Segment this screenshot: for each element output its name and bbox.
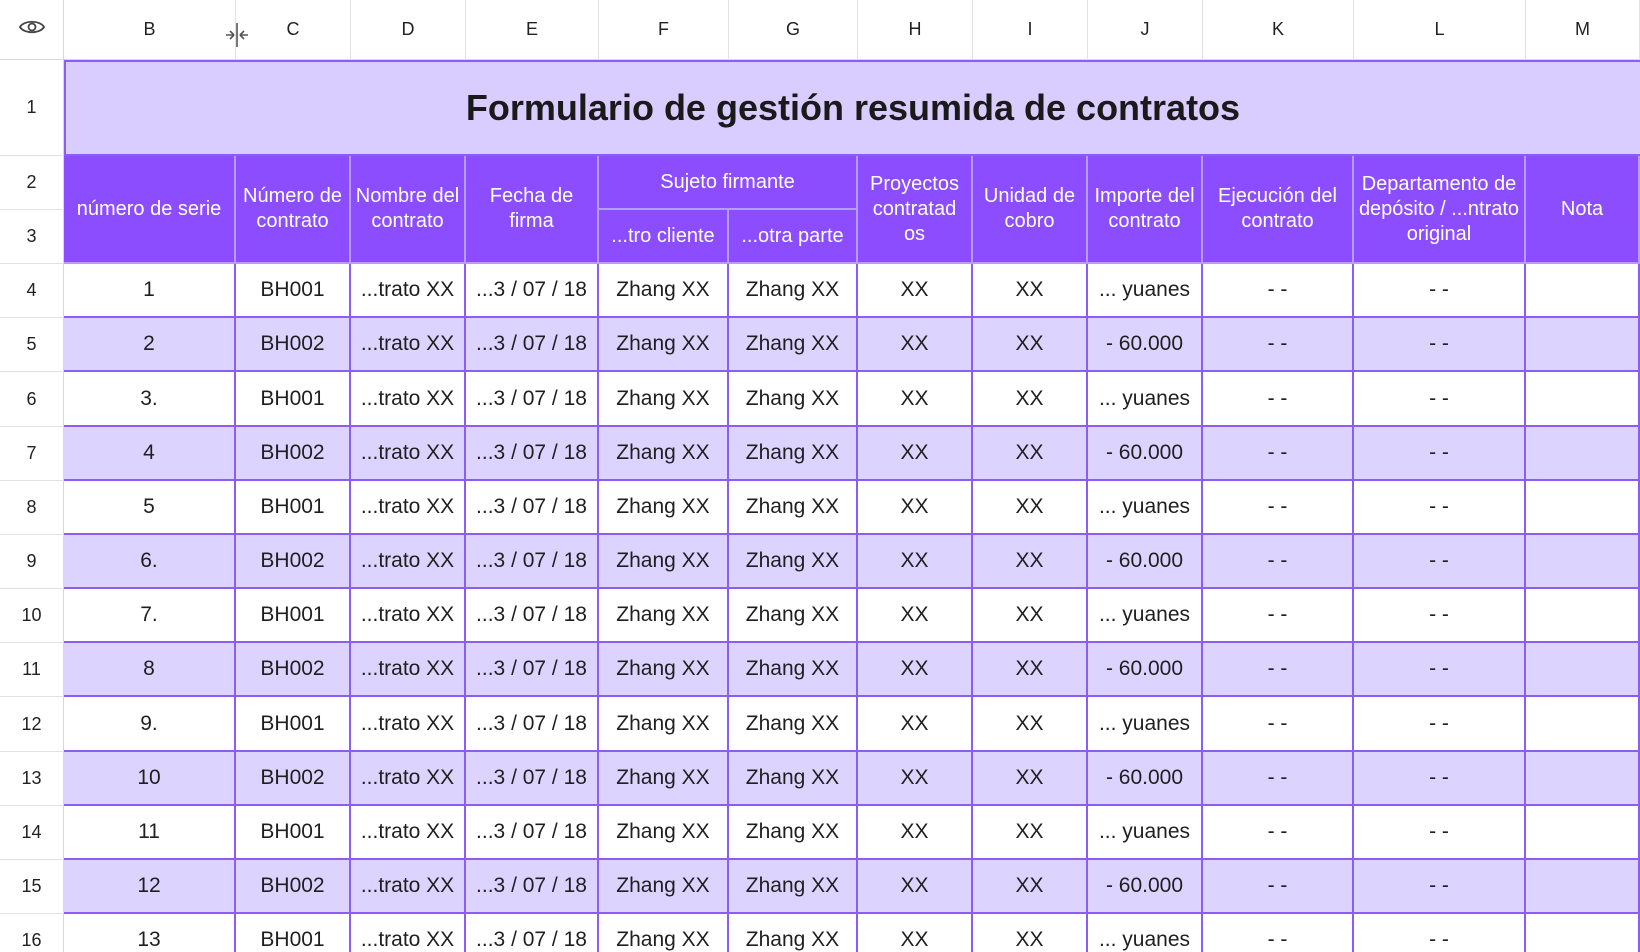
cell-otra[interactable]: Zhang XX — [729, 481, 858, 535]
column-header-d[interactable]: D — [351, 0, 466, 60]
cell-cliente[interactable]: Zhang XX — [599, 697, 729, 752]
cell-cliente[interactable]: Zhang XX — [599, 264, 729, 318]
cell-numero[interactable]: BH002 — [236, 535, 351, 589]
cell-fecha[interactable]: ...3 / 07 / 18 — [466, 372, 599, 427]
column-header-m[interactable]: M — [1526, 0, 1640, 60]
header-fecha[interactable]: Fecha de firma — [466, 156, 599, 264]
cell-departamento[interactable]: - - — [1354, 697, 1526, 752]
cell-departamento[interactable]: - - — [1354, 643, 1526, 697]
column-header-l[interactable]: L — [1354, 0, 1526, 60]
cell-serie[interactable]: 12 — [64, 860, 236, 914]
cell-ejecucion[interactable]: - - — [1203, 372, 1354, 427]
header-sujeto[interactable]: Sujeto firmante — [599, 156, 858, 210]
row-header-3[interactable]: 3 — [0, 210, 64, 264]
cell-nota[interactable] — [1526, 643, 1640, 697]
cell-cliente[interactable]: Zhang XX — [599, 643, 729, 697]
cell-fecha[interactable]: ...3 / 07 / 18 — [466, 264, 599, 318]
column-header-k[interactable]: K — [1203, 0, 1354, 60]
cell-importe[interactable]: - 60.000 — [1088, 427, 1203, 481]
cell-departamento[interactable]: - - — [1354, 806, 1526, 860]
cell-departamento[interactable]: - - — [1354, 427, 1526, 481]
cell-importe[interactable]: ... yuanes — [1088, 806, 1203, 860]
cell-numero[interactable]: BH001 — [236, 914, 351, 952]
header-otra[interactable]: ...otra parte — [729, 210, 858, 264]
cell-fecha[interactable]: ...3 / 07 / 18 — [466, 643, 599, 697]
cell-fecha[interactable]: ...3 / 07 / 18 — [466, 806, 599, 860]
cell-departamento[interactable]: - - — [1354, 318, 1526, 372]
cell-ejecucion[interactable]: - - — [1203, 643, 1354, 697]
cell-ejecucion[interactable]: - - — [1203, 535, 1354, 589]
cell-departamento[interactable]: - - — [1354, 535, 1526, 589]
cell-nota[interactable] — [1526, 481, 1640, 535]
cell-importe[interactable]: ... yuanes — [1088, 914, 1203, 952]
cell-fecha[interactable]: ...3 / 07 / 18 — [466, 589, 599, 643]
cell-unidad[interactable]: XX — [973, 318, 1088, 372]
header-cliente[interactable]: ...tro cliente — [599, 210, 729, 264]
cell-numero[interactable]: BH002 — [236, 318, 351, 372]
cell-ejecucion[interactable]: - - — [1203, 806, 1354, 860]
cell-otra[interactable]: Zhang XX — [729, 264, 858, 318]
cell-importe[interactable]: - 60.000 — [1088, 860, 1203, 914]
cell-proyectos[interactable]: XX — [858, 643, 973, 697]
cell-departamento[interactable]: - - — [1354, 914, 1526, 952]
cell-nota[interactable] — [1526, 860, 1640, 914]
cell-unidad[interactable]: XX — [973, 806, 1088, 860]
row-header-16[interactable]: 16 — [0, 914, 64, 952]
cell-fecha[interactable]: ...3 / 07 / 18 — [466, 914, 599, 952]
cell-unidad[interactable]: XX — [973, 752, 1088, 806]
cell-fecha[interactable]: ...3 / 07 / 18 — [466, 427, 599, 481]
row-header-1[interactable]: 1 — [0, 60, 64, 156]
cell-nota[interactable] — [1526, 589, 1640, 643]
cell-serie[interactable]: 10 — [64, 752, 236, 806]
cell-importe[interactable]: - 60.000 — [1088, 318, 1203, 372]
cell-proyectos[interactable]: XX — [858, 914, 973, 952]
cell-cliente[interactable]: Zhang XX — [599, 481, 729, 535]
header-ejecucion[interactable]: Ejecución del contrato — [1203, 156, 1354, 264]
header-nombre[interactable]: Nombre del contrato — [351, 156, 466, 264]
cell-otra[interactable]: Zhang XX — [729, 914, 858, 952]
cell-ejecucion[interactable]: - - — [1203, 752, 1354, 806]
cell-serie[interactable]: 7. — [64, 589, 236, 643]
cell-cliente[interactable]: Zhang XX — [599, 752, 729, 806]
cell-importe[interactable]: ... yuanes — [1088, 372, 1203, 427]
cell-proyectos[interactable]: XX — [858, 481, 973, 535]
cell-otra[interactable]: Zhang XX — [729, 860, 858, 914]
cell-proyectos[interactable]: XX — [858, 372, 973, 427]
cell-otra[interactable]: Zhang XX — [729, 752, 858, 806]
cell-unidad[interactable]: XX — [973, 860, 1088, 914]
column-header-g[interactable]: G — [729, 0, 858, 60]
cell-proyectos[interactable]: XX — [858, 752, 973, 806]
cell-cliente[interactable]: Zhang XX — [599, 535, 729, 589]
cell-serie[interactable]: 5 — [64, 481, 236, 535]
row-header-14[interactable]: 14 — [0, 806, 64, 860]
cell-nombre[interactable]: ...trato XX — [351, 860, 466, 914]
cell-proyectos[interactable]: XX — [858, 589, 973, 643]
cell-importe[interactable]: - 60.000 — [1088, 752, 1203, 806]
cell-proyectos[interactable]: XX — [858, 860, 973, 914]
column-header-f[interactable]: F — [599, 0, 729, 60]
cell-proyectos[interactable]: XX — [858, 318, 973, 372]
header-departamento[interactable]: Departamento de depósito / ...ntrato original — [1354, 156, 1526, 264]
column-header-i[interactable]: I — [973, 0, 1088, 60]
eye-icon[interactable] — [19, 18, 45, 41]
row-header-8[interactable]: 8 — [0, 481, 64, 535]
cell-ejecucion[interactable]: - - — [1203, 481, 1354, 535]
cell-otra[interactable]: Zhang XX — [729, 372, 858, 427]
cell-ejecucion[interactable]: - - — [1203, 589, 1354, 643]
cell-unidad[interactable]: XX — [973, 643, 1088, 697]
cell-otra[interactable]: Zhang XX — [729, 806, 858, 860]
row-header-15[interactable]: 15 — [0, 860, 64, 914]
cell-unidad[interactable]: XX — [973, 264, 1088, 318]
column-header-h[interactable]: H — [858, 0, 973, 60]
cell-nota[interactable] — [1526, 264, 1640, 318]
cell-otra[interactable]: Zhang XX — [729, 697, 858, 752]
cell-serie[interactable]: 4 — [64, 427, 236, 481]
cell-unidad[interactable]: XX — [973, 535, 1088, 589]
cell-importe[interactable]: ... yuanes — [1088, 264, 1203, 318]
cell-ejecucion[interactable]: - - — [1203, 264, 1354, 318]
cell-fecha[interactable]: ...3 / 07 / 18 — [466, 535, 599, 589]
row-header-6[interactable]: 6 — [0, 372, 64, 427]
cell-proyectos[interactable]: XX — [858, 697, 973, 752]
cell-nombre[interactable]: ...trato XX — [351, 318, 466, 372]
cell-cliente[interactable]: Zhang XX — [599, 589, 729, 643]
cell-nombre[interactable]: ...trato XX — [351, 427, 466, 481]
cell-nombre[interactable]: ...trato XX — [351, 372, 466, 427]
cell-ejecucion[interactable]: - - — [1203, 697, 1354, 752]
header-nota[interactable]: Nota — [1526, 156, 1640, 264]
cell-proyectos[interactable]: XX — [858, 427, 973, 481]
row-header-7[interactable]: 7 — [0, 427, 64, 481]
cell-nota[interactable] — [1526, 806, 1640, 860]
cell-departamento[interactable]: - - — [1354, 264, 1526, 318]
sheet-title[interactable]: Formulario de gestión resumida de contratos — [64, 60, 1640, 156]
cell-otra[interactable]: Zhang XX — [729, 535, 858, 589]
cell-nota[interactable] — [1526, 318, 1640, 372]
cell-serie[interactable]: 1 — [64, 264, 236, 318]
cell-serie[interactable]: 13 — [64, 914, 236, 952]
cell-departamento[interactable]: - - — [1354, 752, 1526, 806]
cell-importe[interactable]: ... yuanes — [1088, 481, 1203, 535]
cell-numero[interactable]: BH001 — [236, 372, 351, 427]
column-header-c[interactable]: C — [236, 0, 351, 60]
cell-numero[interactable]: BH002 — [236, 752, 351, 806]
cell-serie[interactable]: 8 — [64, 643, 236, 697]
header-numero[interactable]: Número de contrato — [236, 156, 351, 264]
cell-fecha[interactable]: ...3 / 07 / 18 — [466, 752, 599, 806]
cell-departamento[interactable]: - - — [1354, 372, 1526, 427]
column-header-e[interactable]: E — [466, 0, 599, 60]
cell-otra[interactable]: Zhang XX — [729, 589, 858, 643]
cell-nota[interactable] — [1526, 697, 1640, 752]
cell-otra[interactable]: Zhang XX — [729, 318, 858, 372]
cell-numero[interactable]: BH001 — [236, 806, 351, 860]
cell-ejecucion[interactable]: - - — [1203, 318, 1354, 372]
row-header-5[interactable]: 5 — [0, 318, 64, 372]
cell-nombre[interactable]: ...trato XX — [351, 806, 466, 860]
cell-unidad[interactable]: XX — [973, 914, 1088, 952]
cell-importe[interactable]: - 60.000 — [1088, 643, 1203, 697]
cell-nombre[interactable]: ...trato XX — [351, 697, 466, 752]
cell-numero[interactable]: BH001 — [236, 264, 351, 318]
row-header-12[interactable]: 12 — [0, 697, 64, 752]
cell-proyectos[interactable]: XX — [858, 535, 973, 589]
cell-departamento[interactable]: - - — [1354, 481, 1526, 535]
cell-importe[interactable]: - 60.000 — [1088, 535, 1203, 589]
cell-fecha[interactable]: ...3 / 07 / 18 — [466, 318, 599, 372]
column-resize-icon[interactable] — [223, 21, 251, 49]
cell-unidad[interactable]: XX — [973, 427, 1088, 481]
cell-nombre[interactable]: ...trato XX — [351, 914, 466, 952]
cell-numero[interactable]: BH002 — [236, 860, 351, 914]
cell-unidad[interactable]: XX — [973, 481, 1088, 535]
cell-nombre[interactable]: ...trato XX — [351, 535, 466, 589]
cell-nota[interactable] — [1526, 914, 1640, 952]
row-header-13[interactable]: 13 — [0, 752, 64, 806]
cell-otra[interactable]: Zhang XX — [729, 643, 858, 697]
cell-fecha[interactable]: ...3 / 07 / 18 — [466, 697, 599, 752]
cell-cliente[interactable]: Zhang XX — [599, 806, 729, 860]
cell-nombre[interactable]: ...trato XX — [351, 752, 466, 806]
cell-serie[interactable]: 2 — [64, 318, 236, 372]
cell-fecha[interactable]: ...3 / 07 / 18 — [466, 860, 599, 914]
header-serie[interactable]: número de serie — [64, 156, 236, 264]
cell-ejecucion[interactable]: - - — [1203, 860, 1354, 914]
cell-serie[interactable]: 9. — [64, 697, 236, 752]
header-importe[interactable]: Importe del contrato — [1088, 156, 1203, 264]
cell-unidad[interactable]: XX — [973, 697, 1088, 752]
cell-ejecucion[interactable]: - - — [1203, 427, 1354, 481]
row-header-11[interactable]: 11 — [0, 643, 64, 697]
cell-numero[interactable]: BH001 — [236, 589, 351, 643]
cell-serie[interactable]: 3. — [64, 372, 236, 427]
cell-nota[interactable] — [1526, 752, 1640, 806]
cell-departamento[interactable]: - - — [1354, 589, 1526, 643]
cell-proyectos[interactable]: XX — [858, 806, 973, 860]
corner-cell[interactable] — [0, 0, 64, 60]
cell-unidad[interactable]: XX — [973, 589, 1088, 643]
cell-cliente[interactable]: Zhang XX — [599, 372, 729, 427]
cell-nombre[interactable]: ...trato XX — [351, 264, 466, 318]
cell-otra[interactable]: Zhang XX — [729, 427, 858, 481]
row-header-10[interactable]: 10 — [0, 589, 64, 643]
header-unidad[interactable]: Unidad de cobro — [973, 156, 1088, 264]
row-header-9[interactable]: 9 — [0, 535, 64, 589]
column-header-j[interactable]: J — [1088, 0, 1203, 60]
cell-numero[interactable]: BH001 — [236, 481, 351, 535]
cell-cliente[interactable]: Zhang XX — [599, 860, 729, 914]
cell-importe[interactable]: ... yuanes — [1088, 697, 1203, 752]
cell-nombre[interactable]: ...trato XX — [351, 481, 466, 535]
header-proyectos[interactable]: Proyectos contratad os — [858, 156, 973, 264]
cell-nota[interactable] — [1526, 535, 1640, 589]
cell-numero[interactable]: BH002 — [236, 427, 351, 481]
row-header-4[interactable]: 4 — [0, 264, 64, 318]
cell-serie[interactable]: 6. — [64, 535, 236, 589]
cell-numero[interactable]: BH001 — [236, 697, 351, 752]
cell-cliente[interactable]: Zhang XX — [599, 318, 729, 372]
row-header-2[interactable]: 2 — [0, 156, 64, 210]
cell-nombre[interactable]: ...trato XX — [351, 643, 466, 697]
cell-nota[interactable] — [1526, 372, 1640, 427]
cell-ejecucion[interactable]: - - — [1203, 914, 1354, 952]
cell-unidad[interactable]: XX — [973, 372, 1088, 427]
cell-cliente[interactable]: Zhang XX — [599, 427, 729, 481]
cell-numero[interactable]: BH002 — [236, 643, 351, 697]
cell-importe[interactable]: ... yuanes — [1088, 589, 1203, 643]
cell-cliente[interactable]: Zhang XX — [599, 914, 729, 952]
cell-nombre[interactable]: ...trato XX — [351, 589, 466, 643]
cell-serie[interactable]: 11 — [64, 806, 236, 860]
cell-fecha[interactable]: ...3 / 07 / 18 — [466, 481, 599, 535]
cell-nota[interactable] — [1526, 427, 1640, 481]
cell-proyectos[interactable]: XX — [858, 264, 973, 318]
column-header-b[interactable]: B — [64, 0, 236, 60]
cell-departamento[interactable]: - - — [1354, 860, 1526, 914]
